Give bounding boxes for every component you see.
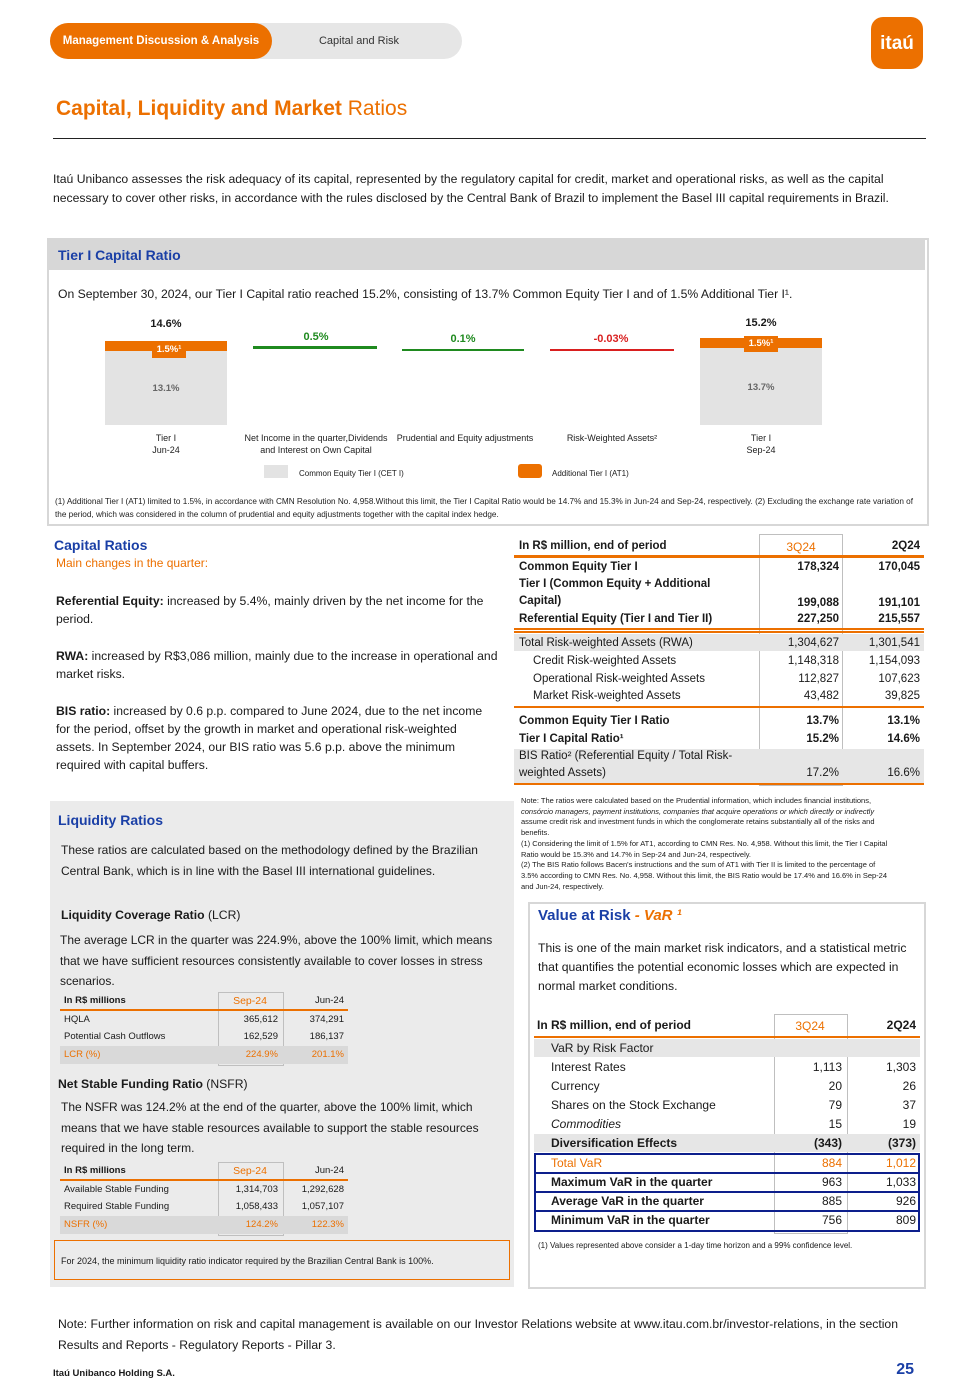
nsfr-row-label: Available Stable Funding xyxy=(64,1184,169,1195)
capital-p3: BIS ratio: increased by 0.6 p.p. compared to June 2024, due to the net income for the period, offset by the growth in market and operational risk-weighted assets. In September 2024, our BIS ratio was 5.6 p.p. above the minimum required with capital buffers. xyxy=(56,704,483,772)
lcr-title: Liquidity Coverage Ratio (LCR) xyxy=(61,908,241,922)
capital-table-rule xyxy=(514,555,924,558)
tier1-text: On September 30, 2024, our Tier I Capital ratio reached 15.2%, consisting of 13.7% Common Equity Tier I and of 1.5% Additional Tier I¹. xyxy=(58,287,793,301)
nsfr-table xyxy=(60,1162,348,1236)
capital-table: In R$ million, end of period 3Q24 2Q24 Common Equity Tier I 178,324 170,045 Tier I (Common Equity + Additional Capital) 199,088 191,101 Referential Equity (Tier I and Tier II) 227,250 215,557 Total Risk-weighted Assets (RWA) 1,304,627 1,301,541 Credit Risk-weighted Assets 1,148,318 1,154,093 Operational Risk-weighted Assets 112,827 107,623 Market Risk-weighted Assets 43,482 39,825 Common Equity Tier I Ratio 13.7% 13.1% Tier I Capital Ratio¹ 15.2% 14.6% BIS Ratio² (Referential Equity / Total Risk- weighted Assets) 17.2% 16.6% xyxy=(514,536,924,788)
var-row-label: Diversification Effects xyxy=(551,1136,678,1150)
var-total-label: Total VaR xyxy=(551,1156,603,1170)
nsfr-text: The NSFR was 124.2% at the end of the quarter, above the 100% limit, which means that we have stable resources available to support the stable resources required in the long term. xyxy=(61,1100,479,1155)
var-row-label: Commodities xyxy=(551,1117,622,1131)
var-row-value: 1,303 xyxy=(885,1060,916,1074)
capital-table-rule xyxy=(514,628,924,630)
capital-table-note: Note: The ratios were calculated based on the Prudential information, which includes financial institutions, consórcio managers, payment institutions, companies that acquire operations or which directly or indirectly assume credit risk and investment funds in which the conglomerate retains substantially all of the risks and benefits. (1) Considering the limit of 1.5% for AT1, according to CMN Res. No. 4,958. Without this limit, the Tier I Capital Ratio would be 15.3% and 14.7% in Sep-24 and Jun-24, respectively. (2) The BIS Ratio follows Bacen's instructions and the sum of AT1 with Tier II is limited to the percentage of 3.5% according to CMN Res. No. 4,958. Without this limit, the BIS Ratio would be 17.4% and 16.6% in Sep-24 and Jun-24, respectively. xyxy=(521,796,888,891)
bar-cet1-label-sep24: 13.7% xyxy=(747,382,775,393)
bar-at1-label-sep24: 1.5%¹ xyxy=(744,336,778,352)
lcr-row-value: 162,529 xyxy=(243,1031,278,1042)
cat-sep24: Tier I Sep-24 xyxy=(746,433,776,455)
legend-at1-swatch xyxy=(518,464,542,478)
legend-cet1-label: Common Equity Tier I (CET I) xyxy=(299,469,404,478)
var-total-value: 1,012 xyxy=(885,1156,916,1170)
lcr-row-label: Potential Cash Outflows xyxy=(64,1031,166,1042)
tab-management-discussion[interactable]: Management Discussion & Analysis xyxy=(50,23,272,59)
var-heading: Value at Risk - VaR ¹ xyxy=(538,907,682,924)
var-row-value: 1,113 xyxy=(812,1060,842,1074)
capital-ratios-heading: Capital Ratios xyxy=(54,537,148,553)
var-row-value: 37 xyxy=(902,1098,916,1112)
var-summary-rule xyxy=(534,1191,920,1193)
bar-cet1-label-jun24: 13.1% xyxy=(152,383,180,394)
nsfr-total-value: 124.2% xyxy=(245,1219,278,1230)
nsfr-row-value: 1,057,107 xyxy=(301,1201,344,1212)
bar-net-income xyxy=(253,346,377,349)
tier1-footnote: (1) Additional Tier I (AT1) limited to 1.5%, in accordance with CMN Resolution No. 4,958.Without this limit, the Tier I Capital Ratio would be 14.7% and 15.3% in Jun-24 and Sep-24, respectively. (2) Excluding the exchange rate variation of the period, which was considered in the column of prudential and equity adjustments together with the capital index hedge. xyxy=(55,497,913,519)
var-row-value: 19 xyxy=(902,1117,916,1131)
var-row-value: 963 xyxy=(821,1175,842,1189)
nsfr-row-value: 1,058,433 xyxy=(235,1201,278,1212)
var-row-label: Minimum VaR in the quarter xyxy=(551,1213,710,1227)
nsfr-row-value: 1,292,628 xyxy=(301,1184,344,1195)
var-text: This is one of the main market risk indicators, and a statistical metric that quantifies the potential economic losses which are expected in normal market conditions. xyxy=(538,941,907,993)
title-divider xyxy=(53,138,926,139)
company-name: Itaú Unibanco Holding S.A. xyxy=(53,1368,175,1379)
var-note: (1) Values represented above consider a 1-day time horizon and a 99% confidence level. xyxy=(538,1241,853,1250)
bar-total-jun24: 14.6% xyxy=(150,318,182,330)
lcr-table xyxy=(60,992,348,1066)
var-row-label: Shares on the Stock Exchange xyxy=(551,1098,716,1112)
var-row-value: 15 xyxy=(828,1117,842,1131)
var-row-value: (343) xyxy=(813,1136,842,1150)
bar-at1-label-jun24: 1.5%¹ xyxy=(152,342,186,358)
var-row-value: 885 xyxy=(821,1194,842,1208)
capital-table-rule xyxy=(514,783,924,785)
lcr-header-label: In R$ millions xyxy=(64,995,126,1006)
var-total-value: 884 xyxy=(821,1156,842,1170)
footer-note: Note: Further information on risk and capital management is available on our Investor Relations website at www.itau.com.br/investor-relations, in the section Results and Reports - Regulatory Reports - Pillar 3. xyxy=(58,1317,898,1352)
var-row-label: Interest Rates xyxy=(551,1060,626,1074)
var-header-label: In R$ million, end of period xyxy=(537,1018,692,1032)
liquidity-note: For 2024, the minimum liquidity ratio indicator required by the Brazilian Central Bank is 100%. xyxy=(54,1240,510,1280)
nsfr-total-value: 122.3% xyxy=(311,1219,344,1230)
nsfr-header-label: In R$ millions xyxy=(64,1165,126,1176)
var-rule xyxy=(534,1036,920,1038)
bar-total-sep24: 15.2% xyxy=(745,317,777,329)
var-table xyxy=(534,1014,920,1234)
var-row-label: Maximum VaR in the quarter xyxy=(551,1175,713,1189)
nsfr-title: Net Stable Funding Ratio (NSFR) xyxy=(58,1077,248,1091)
nsfr-header-sep24: Sep-24 xyxy=(233,1165,267,1177)
cat-prudential: Prudential and Equity adjustments xyxy=(396,433,534,443)
nsfr-row-value: 1,314,703 xyxy=(235,1184,278,1195)
lcr-rule xyxy=(60,1009,348,1011)
lcr-total-label: LCR (%) xyxy=(64,1049,101,1060)
lcr-row-value: 365,612 xyxy=(243,1014,278,1025)
page-number: 25 xyxy=(896,1361,914,1378)
capital-table-rule xyxy=(514,631,924,633)
var-summary-rule xyxy=(534,1210,920,1212)
intro-paragraph: Itaú Unibanco assesses the risk adequacy of its capital, represented by the regulatory capital for credit, market and operational risks, as well as the capital necessary to cover other risks, in accordance with the rules disclosed by the Central Bank of Brazil to implement the Basel III capital requirements in Brazil. xyxy=(53,172,889,205)
var-row-value: 809 xyxy=(895,1213,916,1227)
cat-jun24: Tier I Jun-24 xyxy=(152,433,180,455)
nsfr-rule xyxy=(60,1179,348,1181)
var-row-value: 756 xyxy=(821,1213,842,1227)
tier1-header: Tier I Capital Ratio xyxy=(49,240,925,270)
var-row-value: 26 xyxy=(902,1079,916,1093)
tab-capital-and-risk[interactable]: Capital and Risk xyxy=(318,35,400,47)
var-row-label: Average VaR in the quarter xyxy=(551,1194,704,1208)
liquidity-intro: These ratios are calculated based on the methodology defined by the Brazilian Central Bank, which is in line with the Basel III international guidelines. xyxy=(61,843,478,878)
nsfr-total-label: NSFR (%) xyxy=(64,1219,108,1230)
lcr-header-sep24: Sep-24 xyxy=(233,995,267,1007)
nsfr-row-label: Required Stable Funding xyxy=(64,1201,170,1212)
capital-p2: RWA: increased by R$3,086 million, mainly due to the increase in operational and market risks. xyxy=(56,649,498,681)
lcr-row-value: 374,291 xyxy=(309,1014,344,1025)
lcr-total-value: 224.9% xyxy=(245,1049,278,1060)
bar-delta-rwa: -0.03% xyxy=(593,333,629,345)
var-row-value: (373) xyxy=(887,1136,916,1150)
cat-net-income: Net Income in the quarter,Dividends and Interest on Own Capital xyxy=(244,433,388,455)
var-factor-label: VaR by Risk Factor xyxy=(551,1041,654,1055)
bar-delta-net-income: 0.5% xyxy=(303,331,329,343)
lcr-row-value: 186,137 xyxy=(309,1031,344,1042)
capital-ratios-sub: Main changes in the quarter: xyxy=(56,556,209,570)
var-row-value: 79 xyxy=(828,1098,842,1112)
capital-p1: Referential Equity: increased by 5.4%, mainly driven by the net income for the period. xyxy=(56,594,484,626)
itau-logo: itaú xyxy=(871,17,923,69)
bar-prudential xyxy=(402,349,524,351)
var-header-3q24: 3Q24 xyxy=(795,1019,825,1033)
var-summary-rule xyxy=(534,1172,920,1174)
nsfr-header-jun24: Jun-24 xyxy=(314,1165,344,1176)
legend-at1-label: Additional Tier I (AT1) xyxy=(552,469,629,478)
capital-table-rule xyxy=(514,706,924,708)
cat-rwa: Risk-Weighted Assets² xyxy=(566,433,658,443)
bar-rwa xyxy=(550,349,674,351)
lcr-text: The average LCR in the quarter was 224.9%, above the 100% limit, which means that we have sufficient resources consistently available to cover losses in stress scenarios. xyxy=(60,933,493,988)
liquidity-heading: Liquidity Ratios xyxy=(58,812,163,828)
var-header-2q24: 2Q24 xyxy=(886,1018,916,1032)
bar-delta-prudential: 0.1% xyxy=(450,333,476,345)
page-title: Capital, Liquidity and Market Ratios xyxy=(56,97,408,120)
lcr-header-jun24: Jun-24 xyxy=(314,995,344,1006)
legend-cet1-swatch xyxy=(264,465,288,478)
lcr-row-label: HQLA xyxy=(64,1014,90,1025)
var-row-value: 1,033 xyxy=(885,1175,916,1189)
lcr-total-value: 201.1% xyxy=(311,1049,344,1060)
var-row-label: Currency xyxy=(551,1079,600,1093)
var-row-value: 926 xyxy=(895,1194,916,1208)
var-row-value: 20 xyxy=(828,1079,842,1093)
